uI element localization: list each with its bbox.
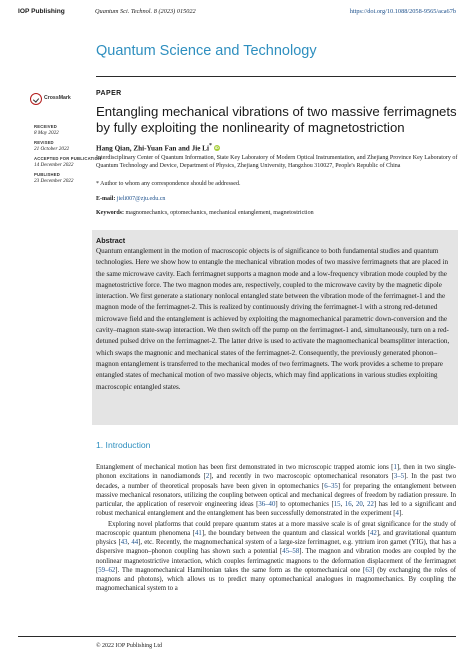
- paragraph-text: ], etc. Recently, the magnomechanical system of a large-size ferrimagnet, e.g. yttrium iron garnet (YIG), that has a dispersive magnon–phonon coupling has shown such a potential [: [96, 539, 456, 556]
- citation-link[interactable]: 3–5: [393, 473, 405, 481]
- citation-link[interactable]: 15: [333, 501, 341, 508]
- paragraph-text: ] has led to a significant and robust mechanical entanglement and the entanglement has been successfully demonstrated in the experiment [: [96, 501, 456, 518]
- copyright-footer: © 2022 IOP Publishing Ltd: [96, 643, 163, 649]
- email-line: [96, 196, 165, 202]
- citation-link[interactable]: 42: [369, 529, 377, 537]
- footer-rule: [18, 636, 456, 637]
- abstract-heading: Abstract: [96, 236, 126, 245]
- paragraph-text: ], then in two single-phonon excitations in nanodiamonds [: [96, 464, 456, 481]
- header-rule: [96, 76, 456, 77]
- citation-link[interactable]: 63: [365, 566, 373, 574]
- publisher-logo: [18, 8, 65, 15]
- citation-link[interactable]: 4: [395, 510, 399, 518]
- citation-link[interactable]: 45–58: [282, 548, 300, 556]
- author-list: [96, 143, 220, 152]
- paragraph-text: ] for preparing the entanglement between massive mechanical resonators, utilizing the coupling between optical and mechanical degrees of freedom by radiation pressure. In particular, the application of reservoir engineering ideas [: [96, 482, 456, 508]
- citation-link[interactable]: 36–40: [258, 501, 276, 508]
- paragraph-text: Entanglement of mechanical motion has been first demonstrated in two microscopic trapped atomic ions [: [96, 464, 394, 471]
- citation-link[interactable]: 44: [131, 539, 139, 546]
- keywords-text: magnomechanics, optomechanics, mechanical entanglement, magnetostriction: [125, 210, 314, 216]
- crossmark-label: CrossMark: [44, 95, 71, 101]
- keywords-label: Keywords:: [96, 210, 124, 216]
- orcid-icon[interactable]: iD: [214, 145, 219, 151]
- accepted-label: ACCEPTED FOR PUBLICATION: [34, 156, 102, 161]
- revised-label: REVISED: [34, 140, 54, 145]
- abstract-text: Quantum entanglement in the motion of macroscopic objects is of significance to both fundamental studies and quantum technologies. Here we show how to entangle the mechanical vibration modes of two massive ferrimagnets that are placed in the same microwave cavity. Each ferrimagnet supports a magnon mode and a low-frequency vibration mode coupled by the magnetostrictive force. The two magnon modes are, respectively, coupled to the microwave cavity by the magnetic dipole interaction. We first generate a stationary nonlocal entangled state between the vibration mode of the ferrimagnet-1 and the magnon mode of the ferrimagnet-2. This is realized by continuously driving the ferrimagnet-1 with a strong red-detuned microwave field and the entanglement is achieved by exploiting the magnomechanical parametric down-conversion and the cavity–magnon state-swap interaction. We then switch off the pump on the ferrimagnet-1 and, simultaneously, turn on a red-detuned pulsed drive on the ferrimagnet-2. The latter drive is used to activate the magnomechanical beamsplitter interaction, which swaps the magnonic and mechanical states of the ferrimagnet-2. Consequently, the previously generated phonon–magnon entanglement is transferred to the mechanical modes of two ferrimagnets. The work provides a scheme to prepare entangled states of mechanical motion of two massive objects, which may find applications in various studies exploiting macroscopic entangled states.: [96, 247, 450, 391]
- paragraph-text: ] (by exchanging the roles of magnons and photons), which allows us to predict many optomechanical analogues in magnomechanics. By coupling the magnomechanical system to a: [96, 566, 456, 593]
- email-label: E-mail:: [96, 196, 116, 202]
- paragraph-text: ], and recently in two macroscopic optomechanical resonators [: [209, 473, 394, 481]
- paragraph-text: ,: [362, 501, 368, 508]
- citation-link[interactable]: 20: [355, 501, 363, 508]
- intro-paragraph-1: [96, 463, 456, 519]
- intro-paragraph-2: [96, 520, 456, 594]
- citation-link[interactable]: 1: [393, 464, 397, 471]
- section-heading-introduction: 1. Introduction: [96, 440, 151, 450]
- corresponding-note: * Author to whom any correspondence should be addressed.: [96, 181, 241, 187]
- published-label: PUBLISHED: [34, 172, 60, 177]
- accepted-date: 14 December 2022: [34, 162, 74, 168]
- revised-date: 21 October 2022: [34, 146, 70, 152]
- citation-link[interactable]: 59–62: [98, 566, 116, 574]
- citation-link[interactable]: 16: [344, 501, 352, 508]
- paper-title: Entangling mechanical vibrations of two massive ferrimagnets by fully exploiting the nonlinearity of magnetostriction: [96, 104, 457, 135]
- citation-link[interactable]: 2: [205, 473, 210, 481]
- paragraph-text: ]. The magnon and vibration modes are coupled by the nonlinear magnetostrictive interaction, which couples ferrimagnetic magnons to the deformation displacement of the ferrimagnet [: [96, 548, 456, 574]
- paragraph-text: ]. The magnomechanical Hamiltonian takes the same form as the optomechanical one [: [115, 566, 366, 574]
- journal-abbrev: Quantum Sci. Technol.: [95, 8, 153, 15]
- corresponding-mark: *: [208, 143, 212, 149]
- email-link[interactable]: jieli007@zju.edu.cn: [116, 196, 166, 202]
- journal-reference: [95, 8, 196, 15]
- citation-link[interactable]: 22: [367, 501, 374, 508]
- paragraph-text: ,: [127, 539, 132, 546]
- doi-link[interactable]: https://doi.org/10.1088/2058-9565/aca67b: [349, 8, 456, 15]
- affiliation: Interdisciplinary Center of Quantum Information, State Key Laboratory of Modern Optical Instrumentation, and Zhejiang Province Key Laboratory of Quantum Technology and Device, Department of Physics, Zhejiang University, Hangzhou 310027, People's Republic of China: [96, 155, 458, 169]
- paragraph-text: ,: [351, 501, 356, 508]
- paragraph-text: ], the boundary between the quantum and classical worlds [: [201, 529, 370, 537]
- crossmark-icon: [30, 93, 42, 105]
- received-label: RECEIVED: [34, 124, 58, 129]
- published-date: 23 December 2022: [34, 178, 74, 184]
- paper-type-label: PAPER: [96, 90, 122, 97]
- paragraph-text: ]. In the past two decades, a number of theoretical proposals have been given in optomechanics [: [96, 473, 456, 490]
- keywords-line: [96, 210, 314, 216]
- paragraph-text: Exploring novel platforms that could prepare quantum states at a more massive scale is of great significance for the study of macroscopic quantum phenomena [: [96, 520, 456, 537]
- citation-link[interactable]: 41: [195, 529, 202, 537]
- journal-volume: 8 (2023) 015022: [152, 8, 196, 15]
- received-date: 8 May 2022: [34, 130, 59, 136]
- introduction-body: [96, 463, 456, 594]
- paragraph-text: ] to optomechanics [: [275, 501, 334, 508]
- crossmark-badge[interactable]: [30, 92, 70, 108]
- author-names: Hang Qian, Zhi-Yuan Fan and Jie Li: [96, 144, 209, 153]
- paragraph-text: ,: [340, 501, 345, 508]
- citation-link[interactable]: 43: [120, 539, 128, 546]
- citation-link[interactable]: 6–35: [324, 482, 338, 490]
- journal-title: Quantum Science and Technology: [96, 43, 317, 59]
- publisher-name: IOP Publishing: [18, 8, 65, 15]
- paragraph-text: ].: [398, 510, 403, 518]
- paragraph-text: ], and gravitational quantum physics [: [96, 529, 456, 546]
